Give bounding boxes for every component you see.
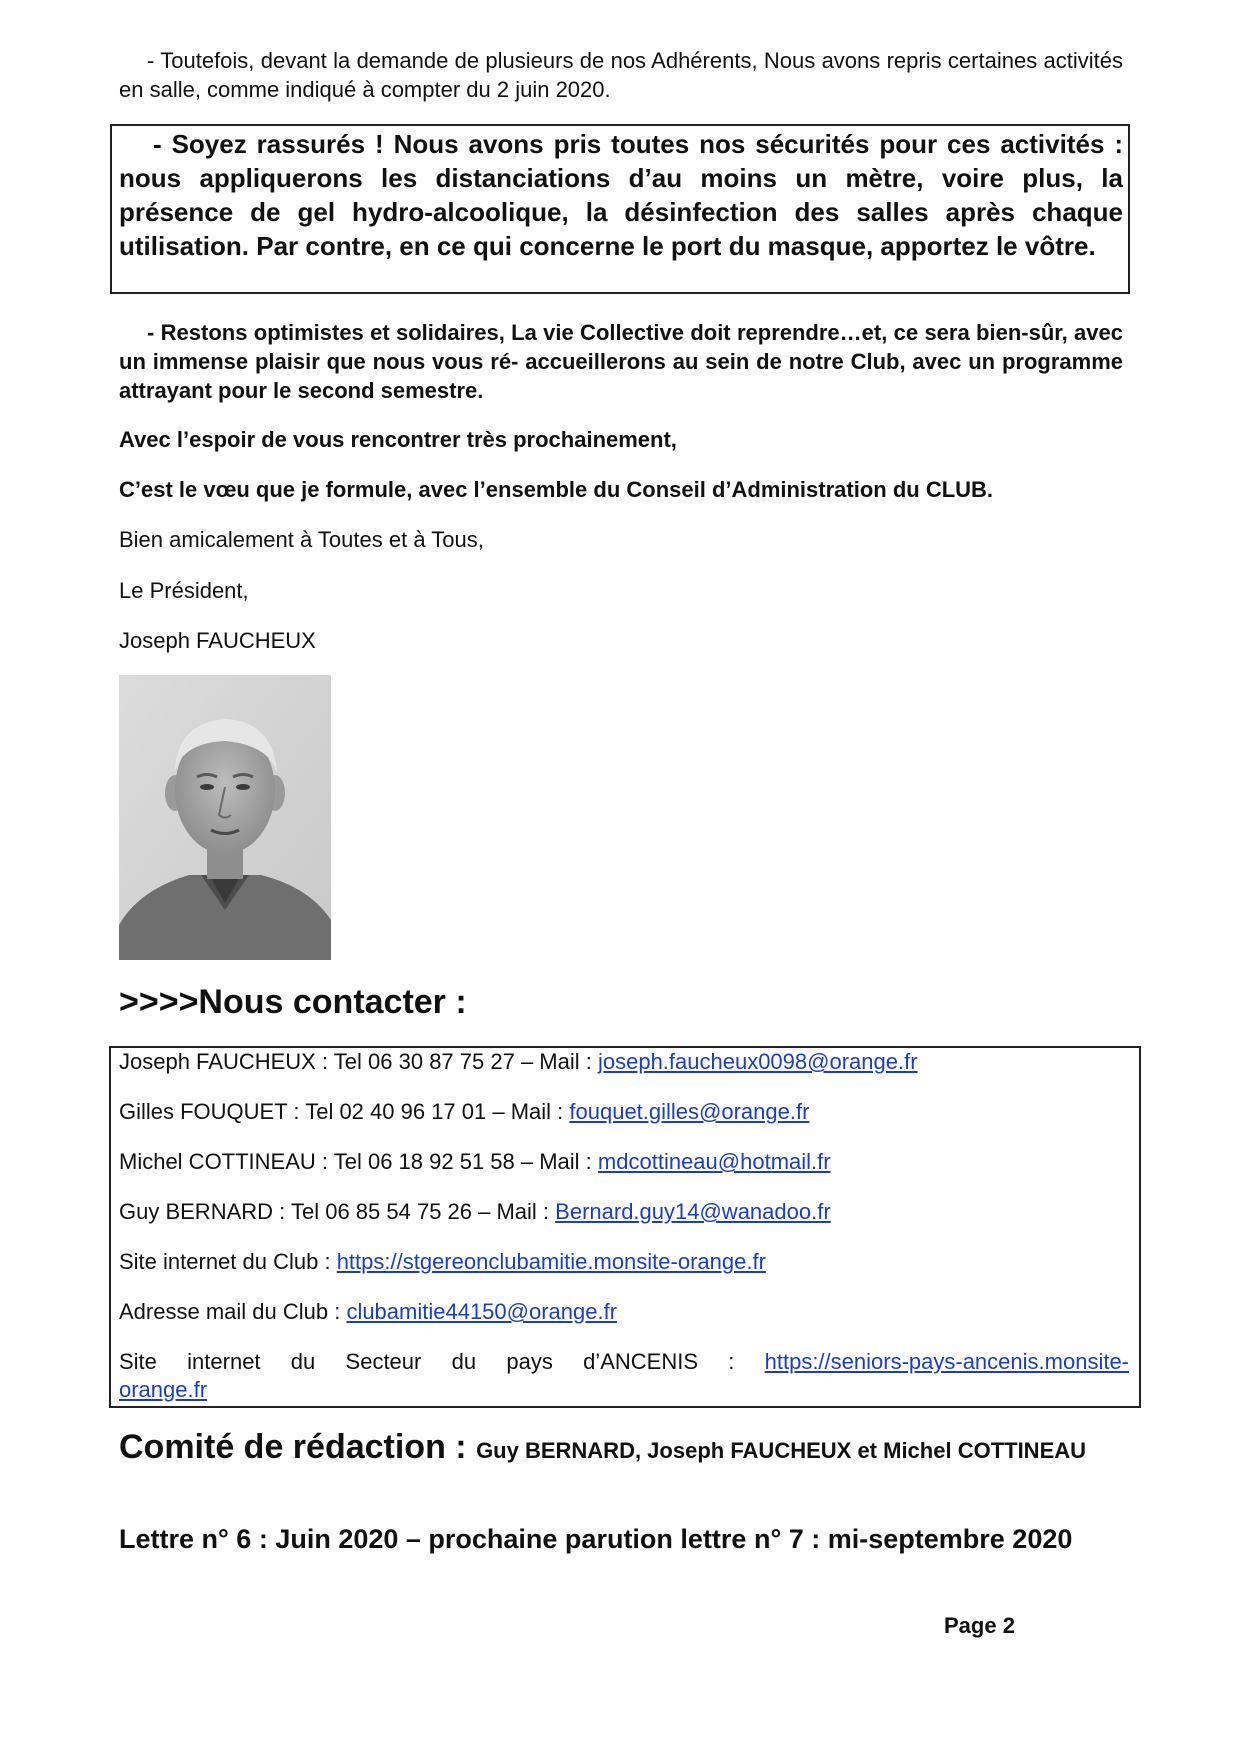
contact-label: Michel COTTINEAU : Tel 06 18 92 51 58 – Mail : (119, 1149, 598, 1174)
email-link-bernard[interactable]: Bernard.guy14@wanadoo.fr (555, 1199, 831, 1224)
intro-paragraph: - Toutefois, devant la demande de plusieurs de nos Adhérents, Nous avons repris certaines activités en salle, comme indiqué à compter du 2 juin 2020. (119, 48, 1123, 102)
contact-line-fouquet (119, 1098, 1129, 1126)
sector-website-link-cont[interactable]: orange.fr (119, 1377, 208, 1402)
editorial-heading: Comité de rédaction : (119, 1428, 477, 1466)
contact-label: Joseph FAUCHEUX : Tel 06 30 87 75 27 – Mail : (119, 1049, 598, 1074)
contact-line-bernard (119, 1198, 1129, 1226)
contact-line-cottineau (119, 1148, 1129, 1176)
sector-website-link[interactable]: https://seniors-pays-ancenis.monsite- (764, 1349, 1129, 1374)
club-website-label: Site internet du Club : (119, 1249, 337, 1274)
wish-line: C’est le vœu que je formule, avec l’ensemble du Conseil d’Administration du CLUB. (119, 477, 994, 502)
hope-line: Avec l’espoir de vous rencontrer très prochainement, (119, 427, 677, 452)
sector-website-line-cont (119, 1376, 1129, 1404)
contact-label: Gilles FOUQUET : Tel 02 40 96 17 01 – Mail : (119, 1099, 570, 1124)
club-email-link[interactable]: clubamitie44150@orange.fr (346, 1299, 618, 1324)
contact-label: Guy BERNARD : Tel 06 85 54 75 26 – Mail : (119, 1199, 556, 1224)
email-link-faucheux[interactable]: joseph.faucheux0098@orange.fr (597, 1049, 918, 1074)
contact-heading: >>>>Nous contacter : (119, 983, 467, 1021)
president-portrait-photo (119, 675, 331, 960)
editorial-members: Guy BERNARD, Joseph FAUCHEUX et Michel COTTINEAU (476, 1438, 1087, 1463)
club-website-line (119, 1248, 1129, 1276)
optimism-paragraph: - Restons optimistes et solidaires, La vie Collective doit reprendre…et, ce sera bien-sûr, avec un immense plaisir que nous vous ré- accueillerons au sein de notre Club, avec un programme attrayant pour le second semestre. (119, 320, 1123, 403)
editorial-committee (119, 1430, 1123, 1468)
email-link-fouquet[interactable]: fouquet.gilles@orange.fr (569, 1099, 810, 1124)
club-email-label: Adresse mail du Club : (119, 1299, 347, 1324)
contact-line-faucheux (119, 1048, 1129, 1076)
president-name: Joseph FAUCHEUX (119, 628, 316, 653)
page-number: Page 2 (944, 1613, 1015, 1638)
safety-notice-text: - Soyez rassurés ! Nous avons pris toutes nos sécurités pour ces activités : nous appliquerons les distanciations d’au moins un mètre, voire plus, la présence de gel hydro-alcoolique, la désinfection des salles après chaque utilisation. Par contre, en ce qui concerne le port du masque, apportez le vôtre. (119, 129, 1123, 261)
president-role: Le Président, (119, 578, 249, 603)
email-link-cottineau[interactable]: mdcottineau@hotmail.fr (597, 1149, 831, 1174)
sector-website-label: Site internet du Secteur du pays d’ANCENIS : (119, 1349, 765, 1374)
letter-info: Lettre n° 6 : Juin 2020 – prochaine parution lettre n° 7 : mi-septembre 2020 (119, 1524, 1073, 1554)
greeting-line: Bien amicalement à Toutes et à Tous, (119, 527, 484, 552)
sector-website-line (119, 1348, 1129, 1376)
club-email-line (119, 1298, 1129, 1326)
club-website-link[interactable]: https://stgereonclubamitie.monsite-orange.fr (336, 1249, 766, 1274)
